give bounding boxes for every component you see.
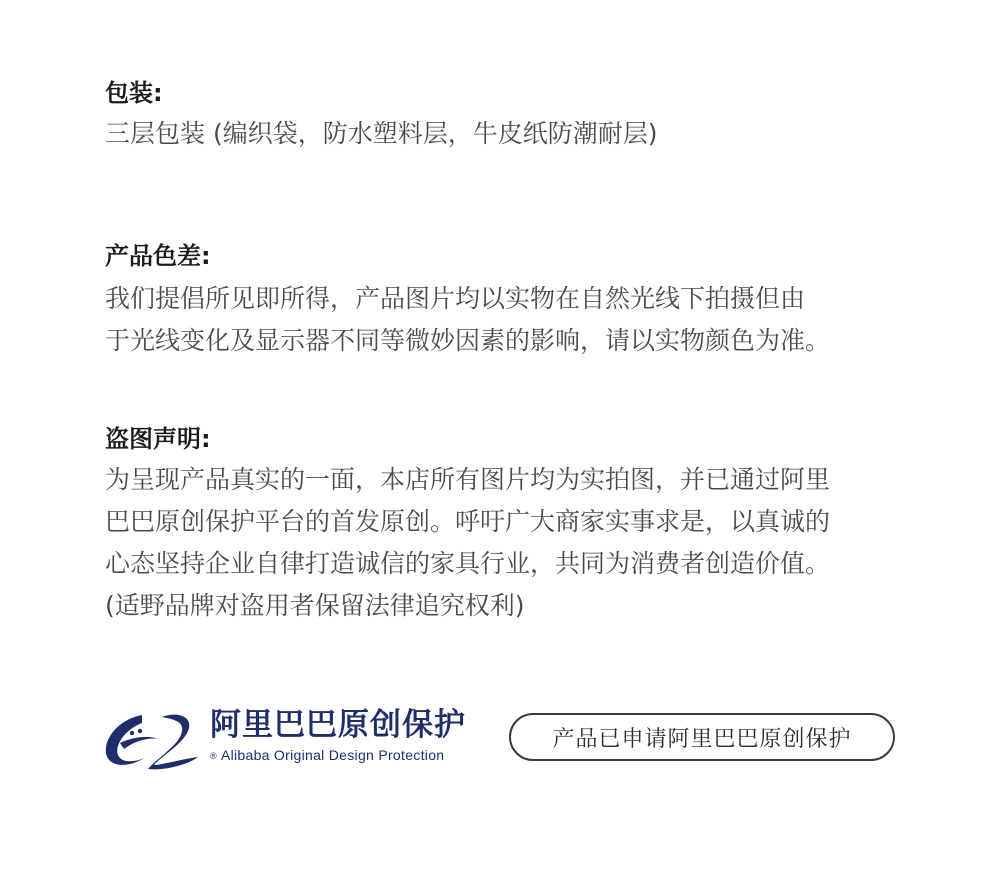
protection-badge-text: 产品已申请阿里巴巴原创保护 bbox=[552, 726, 852, 752]
image-theft-section bbox=[105, 423, 925, 627]
image-theft-line-3: 心态坚持企业自律打造诚信的家具行业，共同为消费者创造价值。 bbox=[105, 549, 831, 578]
logo-subtitle bbox=[210, 747, 444, 763]
logo-subtitle-text: Alibaba Original Design Protection bbox=[220, 747, 445, 763]
color-difference-heading: 产品色差: bbox=[105, 242, 211, 270]
packaging-text: 三层包装 (编织袋，防水塑料层，牛皮纸防潮耐层) bbox=[105, 119, 658, 148]
logo-title: 阿里巴巴原创保护 bbox=[210, 707, 466, 743]
alibaba-logo-icon bbox=[102, 707, 202, 773]
image-theft-heading: 盗图声明: bbox=[105, 425, 211, 453]
packaging-heading: 包装: bbox=[105, 79, 163, 107]
image-theft-line-1: 为呈现产品真实的一面，本店所有图片均为实拍图，并已通过阿里 bbox=[105, 465, 831, 494]
color-difference-line-2: 于光线变化及显示器不同等微妙因素的影响，请以实物颜色为准。 bbox=[105, 326, 831, 355]
color-difference-line-1: 我们提倡所见即所得，产品图片均以实物在自然光线下拍摄但由 bbox=[105, 284, 806, 313]
protection-badge bbox=[509, 713, 895, 761]
packaging-section bbox=[105, 77, 925, 155]
registered-mark: ® bbox=[210, 751, 217, 762]
color-difference-section bbox=[105, 240, 925, 362]
image-theft-line-2: 巴巴原创保护平台的首发原创。呼吁广大商家实事求是，以真诚的 bbox=[105, 507, 831, 536]
image-theft-line-4: (适野品牌对盗用者保留法律追究权利) bbox=[105, 591, 525, 620]
alibaba-protection-logo bbox=[102, 705, 482, 775]
